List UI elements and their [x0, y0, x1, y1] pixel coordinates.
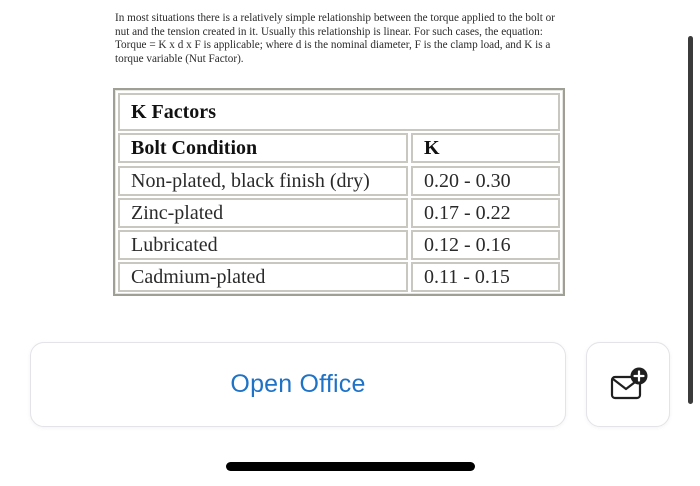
intro-paragraph [115, 12, 635, 66]
table-cell-k: 0.17 - 0.22 [411, 198, 560, 228]
mail-action-button[interactable] [586, 342, 670, 427]
column-header-bolt-condition: Bolt Condition [118, 133, 408, 163]
table-cell-condition: Cadmium-plated [118, 262, 408, 292]
column-header-k: K [411, 133, 560, 163]
table-cell-k: 0.20 - 0.30 [411, 166, 560, 196]
table-cell-condition: Lubricated [118, 230, 408, 260]
paragraph-line: torque variable (Nut Factor). [115, 52, 244, 65]
paragraph-line: Torque = K x d x F is applicable; where d is the nominal diameter, F is the clamp load, and K is a [115, 39, 551, 52]
open-office-button[interactable]: Open Office [30, 342, 566, 427]
table-cell-k: 0.12 - 0.16 [411, 230, 560, 260]
table-title: K Factors [118, 93, 560, 131]
k-factors-table [113, 88, 565, 296]
paragraph-line: nut and the tension created in it. Usually this relationship is linear. For such cases, the equation: [115, 25, 543, 38]
scrollbar[interactable] [688, 36, 693, 404]
table-cell-k: 0.11 - 0.15 [411, 262, 560, 292]
mail-add-icon [609, 365, 649, 405]
paragraph-line: In most situations there is a relatively simple relationship between the torque applied to the bolt or [115, 12, 555, 24]
home-indicator[interactable] [226, 462, 475, 471]
table-cell-condition: Zinc-plated [118, 198, 408, 228]
table-cell-condition: Non-plated, black finish (dry) [118, 166, 408, 196]
